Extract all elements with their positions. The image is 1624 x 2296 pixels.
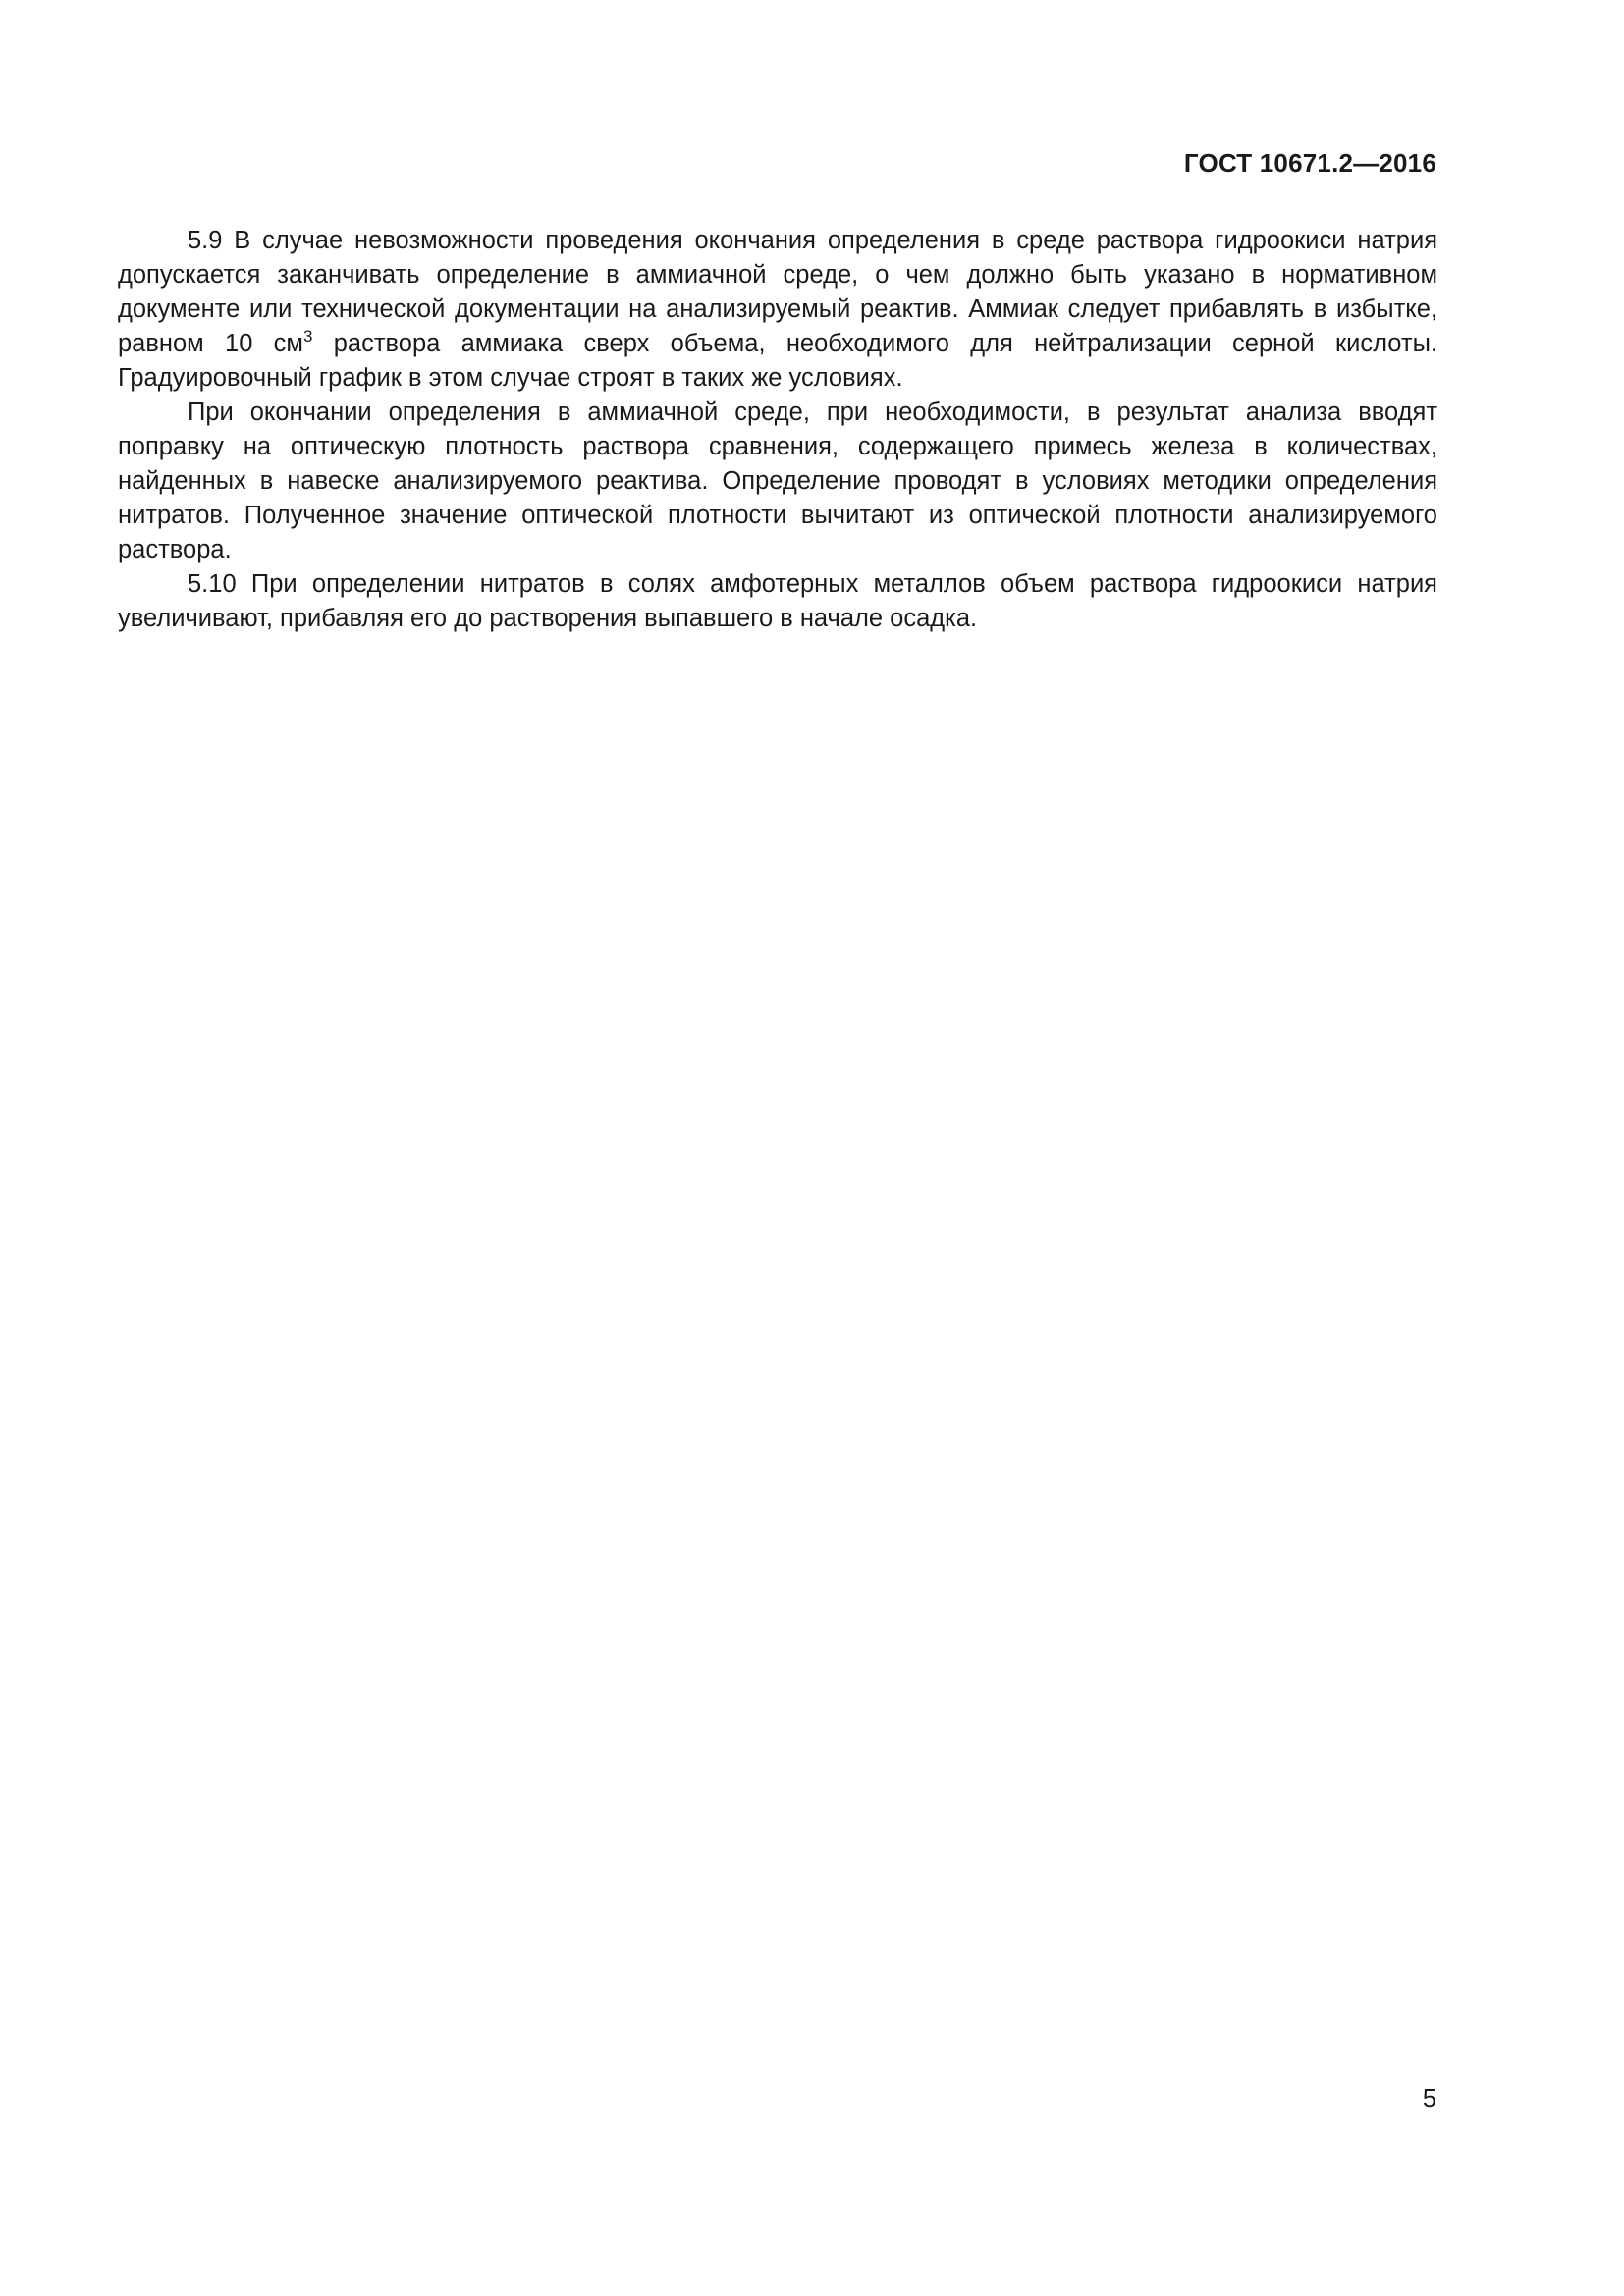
paragraph-ammonia-correction: При окончании определения в аммиачной среде, при необходимости, в результат анализа вводят поправку на оптическую плотность раствора сравнения, содержащего примесь железа в количествах, найденных в навеске анализируемого реактива. Определение проводят в условиях методики определения нитратов. Полученное значение оптической плотности вычитают из оптической плотности анализируемого раствора.: [118, 399, 1437, 563]
document-code-header: ГОСТ 10671.2—2016: [1183, 148, 1436, 178]
cubic-superscript: 3: [302, 327, 313, 346]
paragraph-5-10: 5.10 При определении нитратов в солях амфотерных металлов объем раствора гидроокиси натрия увеличивают, прибавляя его до растворения выпавшего в начале осадка.: [118, 570, 1437, 632]
paragraph-5-9-text-start: 5.9 В случае невозможности проведения окончания определения в среде раствора гидроокиси натрия допускается заканчивать определение в аммиачной среде, о чем должно быть указано в нормативном документе или технической документации на анализируемый реактив. Аммиак следует прибавлять в избытке, равном 10 см: [118, 227, 1437, 357]
paragraph-5-9: [118, 224, 1437, 396]
document-body: [118, 224, 1437, 636]
paragraph-5-9-text-end: раствора аммиака сверх объема, необходимого для нейтрализации серной кислоты. Градуировочный график в этом случае строят в таких же условиях.: [118, 330, 1437, 392]
page-number: 5: [1422, 2085, 1436, 2112]
